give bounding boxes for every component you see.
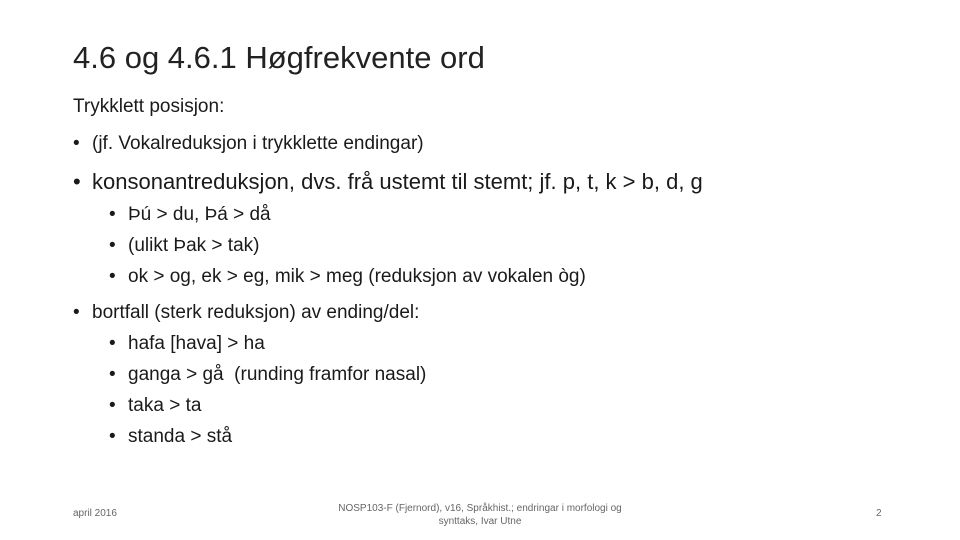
bullet-text: ganga > gå (runding framfor nasal) (128, 364, 427, 385)
bullet-text: ok > og, ek > eg, mik > meg (reduksjon av vokalen òg) (128, 266, 586, 287)
bullet-icon: • (109, 395, 116, 416)
sub-bullet-item (109, 395, 201, 417)
footer-course-info (320, 502, 640, 528)
bullet-icon: • (73, 133, 80, 154)
bullet-icon: • (109, 235, 116, 256)
sub-bullet-item (109, 364, 426, 386)
bullet-icon: • (109, 204, 116, 225)
bullet-text: (ulikt Þak > tak) (128, 235, 260, 256)
line-text: Trykklett posisjon: (73, 96, 225, 117)
bullet-icon: • (109, 426, 116, 447)
sub-bullet-item (109, 426, 232, 448)
sub-bullet-item (109, 266, 586, 288)
footer-course-line: NOSP103-F (Fjernord), v16, Språkhist.; endringar i morfologi og (338, 503, 622, 514)
page-number: 2 (876, 508, 882, 519)
intro-line (73, 96, 224, 118)
bullet-icon: • (109, 266, 116, 287)
bullet-item (73, 169, 703, 195)
bullet-icon: • (109, 333, 116, 354)
bullet-text: standa > stå (128, 426, 233, 447)
sub-bullet-item (109, 235, 259, 257)
slide-title: 4.6 og 4.6.1 Høgfrekvente ord (73, 40, 485, 75)
bullet-icon: • (73, 302, 80, 323)
sub-bullet-item (109, 204, 271, 226)
footer-course-line: synttaks, Ivar Utne (438, 516, 522, 527)
sub-bullet-item (109, 333, 265, 355)
bullet-text: taka > ta (128, 395, 202, 416)
bullet-text: hafa [hava] > ha (128, 333, 265, 354)
bullet-text: Þú > du, Þá > då (128, 204, 271, 225)
bullet-item (73, 133, 424, 155)
footer-date: april 2016 (73, 508, 117, 519)
bullet-text: bortfall (sterk reduksjon) av ending/del: (92, 302, 420, 323)
bullet-text: (jf. Vokalreduksjon i trykklette endingar) (92, 133, 424, 154)
bullet-icon: • (109, 364, 116, 385)
bullet-text: konsonantreduksjon, dvs. frå ustemt til stemt; jf. p, t, k > b, d, g (92, 169, 703, 194)
bullet-item (73, 302, 419, 324)
bullet-icon: • (73, 169, 81, 194)
